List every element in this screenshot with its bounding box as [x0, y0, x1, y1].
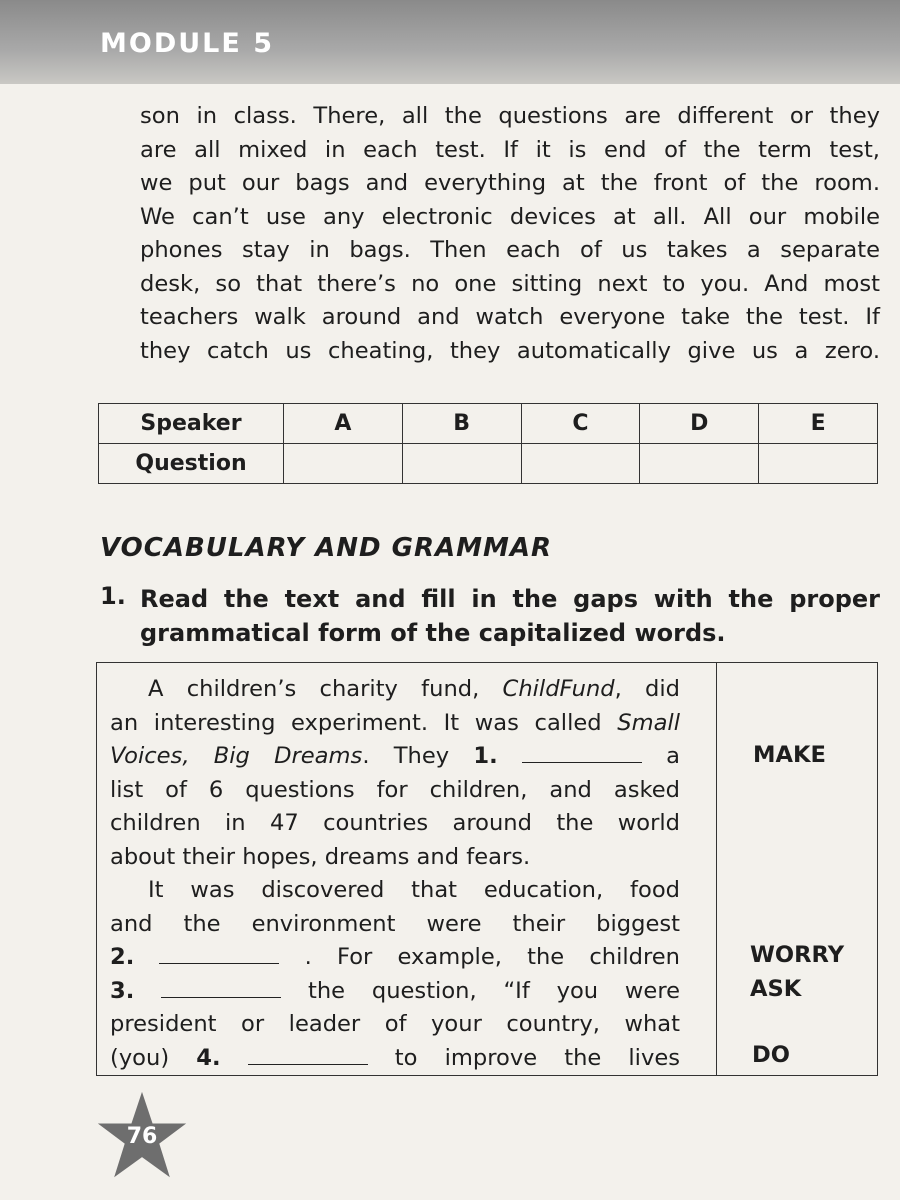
task-instruction-line: Read the text and fill in the gaps with the proper	[140, 585, 880, 613]
passage-line: we put our bags and everything at the front of the room.	[140, 170, 880, 196]
answer-cell-a[interactable]	[284, 444, 403, 484]
answer-cell-d[interactable]	[640, 444, 759, 484]
task-instruction-line: grammatical form of the capitalized words.	[140, 619, 726, 647]
answer-cell-e[interactable]	[759, 444, 878, 484]
exercise-line: list of 6 questions for children, and asked	[110, 776, 680, 803]
exercise-line: about their hopes, dreams and fears.	[110, 843, 531, 870]
speaker-b: B	[402, 404, 521, 444]
reading-passage	[140, 100, 880, 368]
exercise-line: (you) 4. to improve the lives	[110, 1044, 680, 1071]
passage-line: they catch us cheating, they automatically give us a zero.	[140, 337, 880, 364]
exercise-line: Voices, Big Dreams. They 1. a	[110, 743, 680, 769]
speaker-c: C	[521, 404, 640, 444]
exercise-line: children in 47 countries around the world	[110, 810, 680, 836]
passage-line: desk, so that there’s no one sitting next to you. And most	[140, 270, 880, 297]
task-number: 1.	[100, 582, 126, 610]
keyword-ask: ASK	[750, 976, 802, 1002]
gap-number-2: 2.	[110, 944, 135, 970]
speaker-e: E	[759, 404, 878, 444]
keyword-do: DO	[752, 1042, 790, 1068]
module-title: MODULE 5	[100, 28, 274, 59]
question-label: Question	[99, 444, 284, 484]
speaker-d: D	[640, 404, 759, 444]
gap-blank-2[interactable]	[159, 949, 279, 964]
passage-line: are all mixed in each test. If it is end of the term test,	[140, 136, 880, 163]
exercise-line: A children’s charity fund, ChildFund, did	[148, 676, 680, 702]
exercise-column-divider	[716, 662, 717, 1076]
gap-blank-4[interactable]	[248, 1050, 368, 1065]
speaker-question-table	[98, 403, 878, 484]
exercise-line: an interesting experiment. It was called Small	[110, 709, 680, 736]
passage-line: son in class. There, all the questions are different or they	[140, 103, 880, 129]
question-row	[99, 444, 878, 484]
section-heading: VOCABULARY AND GRAMMAR	[100, 533, 552, 563]
gap-number-4: 4.	[196, 1044, 221, 1071]
speaker-a: A	[284, 404, 403, 444]
exercise-text	[110, 673, 680, 1075]
keyword-make: MAKE	[753, 742, 826, 768]
passage-line: phones stay in bags. Then each of us takes a separate	[140, 237, 880, 263]
fund-name: ChildFund	[502, 676, 615, 702]
exercise-line: 2. . For example, the children	[110, 944, 680, 970]
answer-cell-c[interactable]	[521, 444, 640, 484]
gap-number-1: 1.	[473, 743, 498, 769]
exercise-line: 3. the question, “If you were	[110, 977, 681, 1004]
answer-cell-b[interactable]	[402, 444, 521, 484]
page-number: 76	[126, 1124, 158, 1149]
exercise-line: president or leader of your country, what	[110, 1011, 680, 1037]
exercise-line: and the environment were their biggest	[110, 910, 680, 937]
exercise-line: It was discovered that education, food	[148, 877, 680, 903]
task-instruction	[140, 582, 880, 650]
gap-blank-1[interactable]	[522, 748, 642, 763]
speaker-label: Speaker	[99, 404, 284, 444]
gap-number-3: 3.	[110, 977, 135, 1004]
speaker-row	[99, 404, 878, 444]
keyword-worry: WORRY	[750, 942, 845, 968]
passage-line: We can’t use any electronic devices at all. All our mobile	[140, 203, 880, 230]
gap-blank-3[interactable]	[161, 983, 281, 998]
passage-line: teachers walk around and watch everyone take the test. If	[140, 304, 880, 330]
